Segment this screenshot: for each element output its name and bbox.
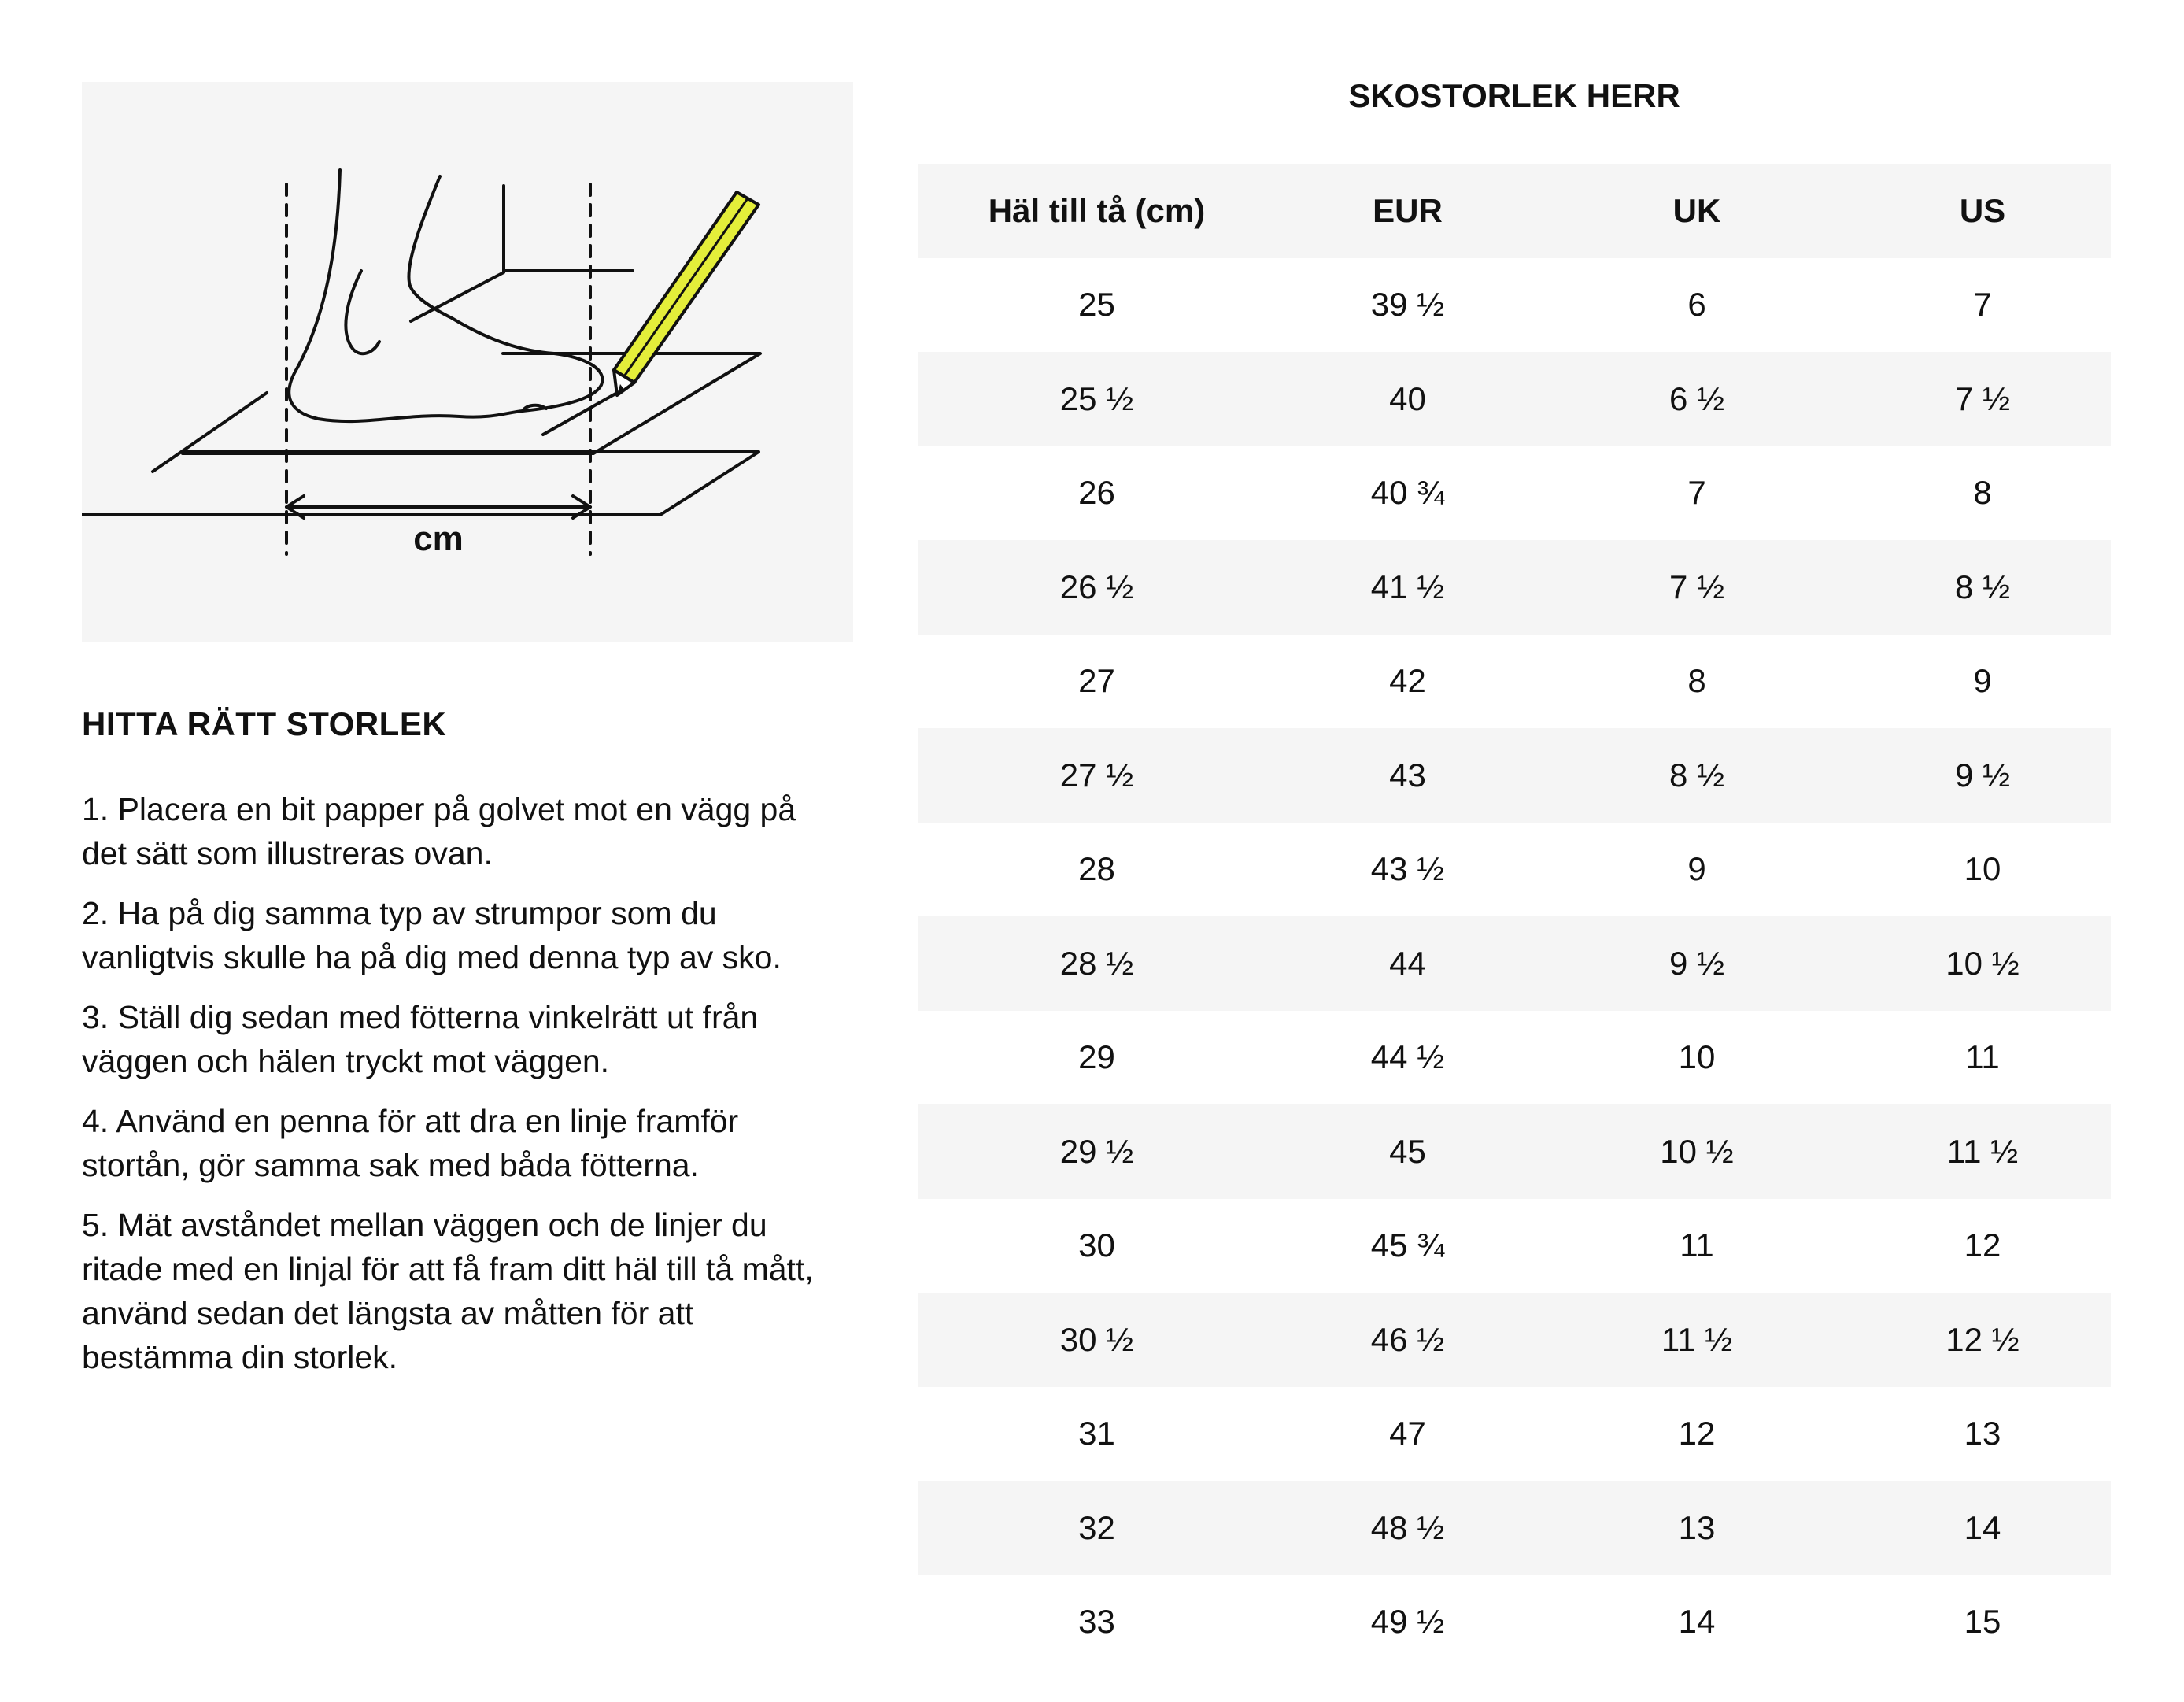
cell-us: 11 ½ bbox=[1854, 1104, 2111, 1199]
cell-us: 9 ½ bbox=[1854, 728, 2111, 823]
foot-outline bbox=[289, 170, 602, 421]
cell-uk: 7 bbox=[1687, 474, 1706, 512]
table-row bbox=[918, 1293, 2111, 1387]
table-row bbox=[918, 352, 2111, 446]
instruction-step: 1. Placera en bit papper på golvet mot en vägg på det sätt som illustreras ovan. bbox=[82, 791, 796, 871]
cell-heel-to-toe: 30 bbox=[1078, 1227, 1115, 1264]
table-row bbox=[918, 823, 2111, 917]
header-us: US bbox=[1854, 164, 2111, 258]
cell-heel-to-toe: 25 ½ bbox=[918, 352, 1276, 446]
ankle-curve bbox=[346, 271, 379, 353]
cell-eur: 39 ½ bbox=[1370, 286, 1445, 324]
foot-measurement-illustration bbox=[82, 82, 853, 642]
paper-outline bbox=[183, 353, 759, 453]
cell-eur: 42 bbox=[1389, 662, 1426, 700]
cell-us: 12 bbox=[1964, 1227, 2001, 1264]
cell-eur: 48 ½ bbox=[1276, 1481, 1539, 1575]
foot-on-paper-drawing bbox=[82, 82, 853, 642]
cell-heel-to-toe: 29 ½ bbox=[918, 1104, 1276, 1199]
table-header-row bbox=[918, 164, 2111, 258]
cell-us: 15 bbox=[1964, 1603, 2001, 1641]
table-row bbox=[918, 540, 2111, 635]
cell-eur: 40 bbox=[1276, 352, 1539, 446]
cell-us: 13 bbox=[1964, 1415, 2001, 1452]
cell-eur: 44 bbox=[1276, 916, 1539, 1011]
guide-title: HITTA RÄTT STORLEK bbox=[82, 705, 447, 742]
cell-eur: 45 bbox=[1276, 1104, 1539, 1199]
cell-us: 8 bbox=[1973, 474, 1992, 512]
cell-eur: 49 ½ bbox=[1370, 1603, 1445, 1641]
cell-us: 8 ½ bbox=[1854, 540, 2111, 635]
cell-eur: 44 ½ bbox=[1370, 1038, 1445, 1076]
cell-us: 10 ½ bbox=[1854, 916, 2111, 1011]
cell-eur: 47 bbox=[1389, 1415, 1426, 1452]
cell-heel-to-toe: 25 bbox=[1078, 286, 1115, 324]
cell-us: 9 bbox=[1973, 662, 1992, 700]
cell-us: 7 bbox=[1973, 286, 1992, 324]
cell-uk: 8 ½ bbox=[1539, 728, 1854, 823]
table-row bbox=[918, 258, 2111, 353]
header-uk: UK bbox=[1539, 164, 1854, 258]
cell-heel-to-toe: 28 bbox=[1078, 850, 1115, 888]
cell-uk: 10 bbox=[1678, 1038, 1716, 1076]
cell-uk: 11 bbox=[1680, 1227, 1714, 1264]
cell-uk: 7 ½ bbox=[1539, 540, 1854, 635]
table-row bbox=[918, 1575, 2111, 1670]
cell-eur: 40 ¾ bbox=[1370, 474, 1445, 512]
cell-uk: 9 bbox=[1687, 850, 1706, 888]
cell-uk: 8 bbox=[1687, 662, 1706, 700]
cell-us: 12 ½ bbox=[1854, 1293, 2111, 1387]
table-row bbox=[918, 1104, 2111, 1199]
instruction-steps bbox=[82, 787, 837, 1395]
cell-uk: 13 bbox=[1539, 1481, 1854, 1575]
cell-heel-to-toe: 26 bbox=[1078, 474, 1115, 512]
cell-heel-to-toe: 33 bbox=[1078, 1603, 1115, 1641]
table-row bbox=[918, 635, 2111, 729]
header-eur: EUR bbox=[1276, 164, 1539, 258]
cell-us: 11 bbox=[1965, 1038, 2000, 1076]
cell-us: 14 bbox=[1854, 1481, 2111, 1575]
cell-uk: 9 ½ bbox=[1539, 916, 1854, 1011]
cell-heel-to-toe: 30 ½ bbox=[918, 1293, 1276, 1387]
cell-heel-to-toe: 27 ½ bbox=[918, 728, 1276, 823]
cell-uk: 6 ½ bbox=[1539, 352, 1854, 446]
table-row bbox=[918, 1011, 2111, 1105]
pencil-icon bbox=[614, 192, 759, 395]
instruction-step: 5. Mät avståndet mellan väggen och de linjer du ritade med en linjal för att få fram ditt häl till tå mått, använd sedan det längsta av måtten för att bestämma din storlek. bbox=[82, 1207, 814, 1375]
cell-uk: 6 bbox=[1687, 286, 1706, 324]
cell-uk: 14 bbox=[1678, 1603, 1716, 1641]
cell-heel-to-toe: 28 ½ bbox=[918, 916, 1276, 1011]
cell-heel-to-toe: 29 bbox=[1078, 1038, 1115, 1076]
cell-heel-to-toe: 26 ½ bbox=[918, 540, 1276, 635]
cell-heel-to-toe: 31 bbox=[1078, 1415, 1115, 1452]
unit-label: cm bbox=[413, 520, 464, 558]
table-row bbox=[918, 916, 2111, 1011]
table-row bbox=[918, 728, 2111, 823]
size-chart-title: SKOSTORLEK HERR bbox=[1348, 77, 1680, 114]
cell-uk: 10 ½ bbox=[1539, 1104, 1854, 1199]
size-chart-table bbox=[918, 164, 2111, 1669]
cell-uk: 12 bbox=[1678, 1415, 1716, 1452]
table-row bbox=[918, 1199, 2111, 1293]
instruction-step: 2. Ha på dig samma typ av strumpor som du vanligtvis skulle ha på dig med denna typ av sko. bbox=[82, 895, 782, 975]
cell-us: 7 ½ bbox=[1854, 352, 2111, 446]
cell-uk: 11 ½ bbox=[1539, 1293, 1854, 1387]
cell-eur: 45 ¾ bbox=[1370, 1227, 1445, 1264]
instruction-step: 4. Använd en penna för att dra en linje framför stortån, gör samma sak med båda fötterna. bbox=[82, 1103, 739, 1183]
table-row bbox=[918, 1481, 2111, 1575]
cell-eur: 46 ½ bbox=[1276, 1293, 1539, 1387]
cell-eur: 43 bbox=[1276, 728, 1539, 823]
cell-eur: 43 ½ bbox=[1370, 850, 1445, 888]
cell-eur: 41 ½ bbox=[1276, 540, 1539, 635]
instruction-step: 3. Ställ dig sedan med fötterna vinkelrätt ut från väggen och hälen tryckt mot väggen. bbox=[82, 999, 759, 1079]
cell-heel-to-toe: 32 bbox=[918, 1481, 1276, 1575]
cell-heel-to-toe: 27 bbox=[1078, 662, 1115, 700]
table-row bbox=[918, 446, 2111, 541]
table-row bbox=[918, 1387, 2111, 1482]
cell-us: 10 bbox=[1964, 850, 2001, 888]
header-heel-to-toe: Häl till tå (cm) bbox=[918, 164, 1276, 258]
